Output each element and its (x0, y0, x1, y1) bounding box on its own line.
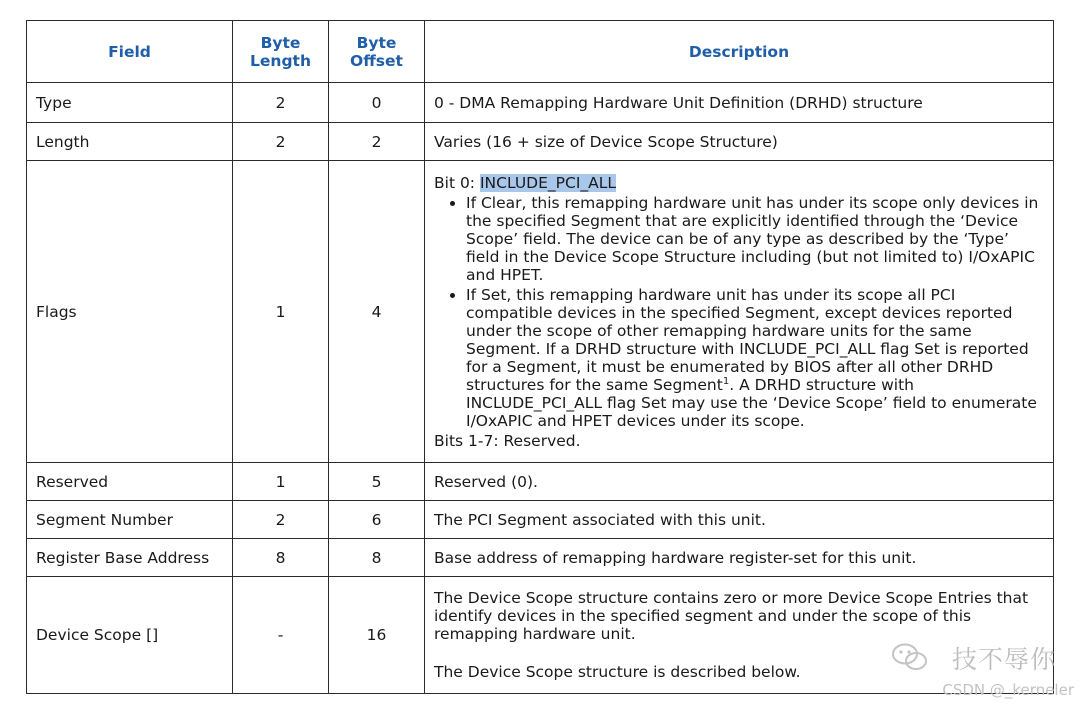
header-byte-length: Byte Length (233, 21, 329, 83)
cell-length: 2 (233, 83, 329, 123)
footnote-ref[interactable]: 1 (722, 375, 730, 387)
table-row (27, 501, 1054, 539)
cell-length: 1 (233, 463, 329, 501)
cell-length: 2 (233, 123, 329, 161)
table-row (27, 161, 1054, 463)
table-row (27, 577, 1054, 694)
cell-offset: 4 (329, 161, 425, 463)
cell-description: 0 - DMA Remapping Hardware Unit Definition (DRHD) structure (425, 83, 1054, 123)
cell-offset: 16 (329, 577, 425, 694)
cell-description: Reserved (0). (425, 463, 1054, 501)
header-field: Field (27, 21, 233, 83)
list-item: • If Set, this remapping hardware unit has under its scope all PCI compatible devices in the specified Segment, except devices reported under the scope of other remapping hardware units for the same Segment. If a DRHD structure with INCLUDE_PCI_ALL flag Set is reported for a Segment, it must be enumerated by BIOS after all other DRHD structures for the same Segment$^1$. A DRHD structure with INCLUDE_PCI_ALL flag Set may use the ‘Device Scope’ field to enumerate I/OxAPIC and HPET devices under its scope. (466, 286, 1044, 430)
cell-offset: 5 (329, 463, 425, 501)
bits-reserved-line: Bits 1-7: Reserved. (434, 431, 581, 450)
cell-field: Register Base Address (27, 539, 233, 577)
cell-field: Segment Number (27, 501, 233, 539)
cell-description-flags (425, 161, 1054, 463)
header-byte-offset: Byte Offset (329, 21, 425, 83)
wechat-logo-icon (891, 642, 929, 672)
cell-offset: 0 (329, 83, 425, 123)
cell-field: Length (27, 123, 233, 161)
cell-offset: 6 (329, 501, 425, 539)
cell-description: Base address of remapping hardware register-set for this unit. (425, 539, 1054, 577)
spec-table (26, 20, 1054, 694)
cell-length: - (233, 577, 329, 694)
bit0-name-highlighted: INCLUDE_PCI_ALL (479, 173, 617, 192)
bit0-line: Bit 0: INCLUDE_PCI_ALL (434, 173, 617, 192)
table-row (27, 539, 1054, 577)
description-paragraph: The Device Scope structure is described below. (434, 663, 801, 681)
watermark-channel: 技不辱你 (951, 645, 1056, 674)
cell-field: Reserved (27, 463, 233, 501)
table-row (27, 123, 1054, 161)
table-row (27, 463, 1054, 501)
cell-field: Flags (27, 161, 233, 463)
header-description: Description (425, 21, 1054, 83)
cell-length: 1 (233, 161, 329, 463)
cell-field: Device Scope [] (27, 577, 233, 694)
table-row (27, 83, 1054, 123)
cell-offset: 8 (329, 539, 425, 577)
cell-description: Varies (16 + size of Device Scope Structure) (425, 123, 1054, 161)
list-item: • If Clear, this remapping hardware unit has under its scope only devices in the specified Segment that are explicitly identified through the ‘Device Scope’ field. The device can be of any type as described by the ‘Type’ field in the Device Scope Structure including (but not limited to) I/OxAPIC and HPET. (466, 194, 1044, 284)
cell-description: The PCI Segment associated with this unit. (425, 501, 1054, 539)
header-row (27, 21, 1054, 83)
cell-field: Type (27, 83, 233, 123)
watermark-site: CSDN @_kerneler (942, 681, 1074, 699)
bullet-list (434, 194, 1044, 430)
cell-offset: 2 (329, 123, 425, 161)
cell-length: 8 (233, 539, 329, 577)
description-paragraph: The Device Scope structure contains zero or more Device Scope Entries that identify devices in the specified segment and under the scope of this remapping hardware unit. (434, 589, 1029, 643)
cell-length: 2 (233, 501, 329, 539)
